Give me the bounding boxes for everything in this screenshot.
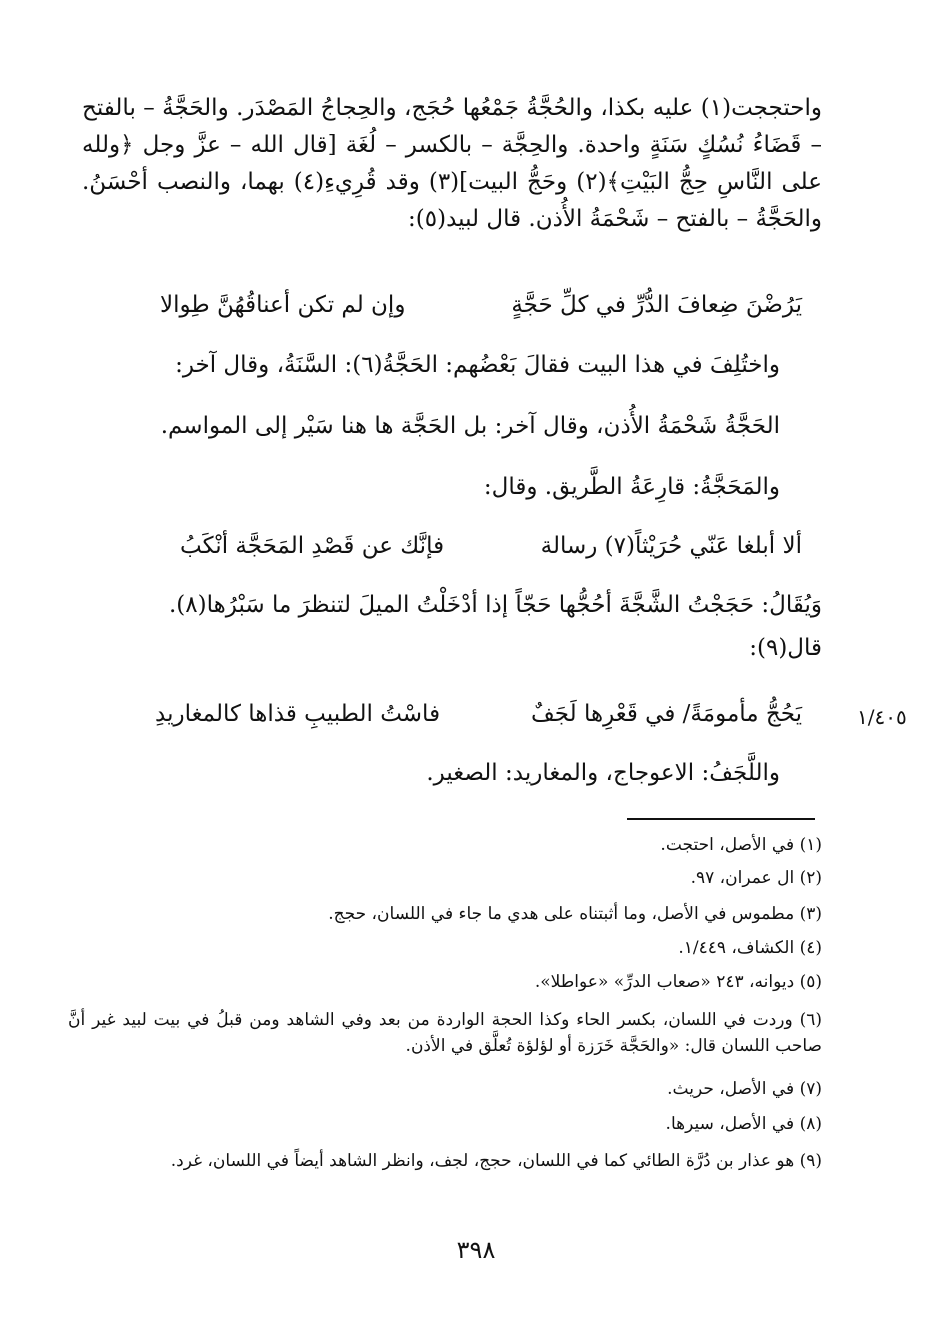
footnote-separator — [627, 818, 815, 820]
footnote-9: (٩) هو عذار بن دُرَّة الطائي كما في اللسان، حجج، لجف، وانظر الشاهد أيضاً في اللسان، غرد. — [170, 1151, 822, 1171]
verse-3-first-hemistich: يَحُجُّ مأمومَةً/ في قَعْرِها لَجَفٌ — [530, 701, 802, 727]
footnote-1: (١) في الأصل، احتجت. — [660, 835, 822, 855]
footnote-7: (٧) في الأصل، حريث. — [667, 1079, 822, 1099]
text-line-c: والمَحَجَّةُ: قارِعَةُ الطَّريق. وقال: — [483, 474, 780, 500]
verse-3-second-hemistich: فاسْتُ الطبيبِ قذاها كالمغاريدِ — [155, 701, 441, 727]
verse-1-first-hemistich: يَرُضْنَ ضِعافَ الدُّرِّ في كلِّ حَجَّةٍ — [511, 292, 802, 318]
page-number: ٣٩٨ — [456, 1236, 496, 1264]
verse-1-second-hemistich: وإن لم تكن أعناقُهُنَّ طِوالا — [160, 292, 406, 318]
text-line-f: واللَّجَفُ: الاعوجاج، والمغاريد: الصغير. — [426, 760, 780, 786]
main-paragraph-1 — [82, 90, 822, 238]
footnote-3: (٣) مطموس في الأصل، وما أثبتناه على هدي ما جاء في اللسان، حجج. — [328, 904, 822, 924]
footnote-2: (٢) ال عمران، ٩٧. — [690, 868, 822, 888]
verse-2-second-hemistich: فإنَّك عن قَصْدِ المَحَجَّة أنْكَبُ — [180, 533, 445, 559]
footnote-4: (٤) الكشاف، ١/٤٤٩. — [678, 938, 822, 958]
paragraph-text: واحتججت(١) عليه بكذا، والحُجَّةُ جَمْعُها حُجَج، والحِجاجُ المَصْدَر. والحَجَّةُ – بالفتح – قَضَاءُ نُسُكٍ سَنَةٍ واحدة. والحِجَّة – بالكسر – لُغَة [قال الله – عزَّ وجل ﴿ولله على النَّاسِ حِجُّ البَيْتِ﴾(٢) وحَجُّ البيت](٣) وقد قُرِيءِ(٤) بهما، والنصب أحْسَنُ. والحَجَّةُ – بالفتح – شَحْمَةُ الأُذن. قال لبيد(٥): — [82, 95, 823, 232]
verse-1 — [160, 292, 802, 318]
verse-3 — [155, 701, 802, 727]
text-line-a: واختُلِفَ في هذا البيت فقالَ بَعْضُهم: الحَجَّةُ(٦): السَّنَةُ، وقال آخر: — [175, 352, 780, 378]
text-line-b: الحَجَّةُ شَحْمَةُ الأُذن، وقال آخر: بل الحَجَّة ها هنا سَيْر إلى المواسم. — [160, 413, 780, 439]
text-line-d: وَيُقَالُ: حَجَجْتُ الشَّجَّةَ أحُجُّها حَجّاً إذا أدْخَلْتُ الميلَ لتنظرَ ما سَبْرُها(٨). — [168, 592, 822, 618]
footnote-8: (٨) في الأصل، سيرها. — [665, 1114, 822, 1134]
footnote-5: (٥) ديوانه، ٢٤٣ «صعاب الدرِّ» «عواطلا». — [534, 972, 822, 992]
verse-2-first-hemistich: ألا أبلغا عَنّي حُرَيْثاً(٧) رسالة — [540, 533, 802, 559]
text-line-e: قال(٩): — [749, 635, 822, 661]
margin-reference: ١/٤٠٥ — [857, 705, 907, 729]
verse-2 — [180, 533, 802, 559]
footnote-6: (٦) وردت في اللسان، بكسر الحاء وكذا الحجة الواردة من بعد وفي الشاهد ومن قبلُ في بيت لبيد غير أنَّ صاحب اللسان قال: «والحَجَّة خَرَزة أو لؤلؤة تُعلَّق في الأذن. — [68, 1010, 822, 1056]
